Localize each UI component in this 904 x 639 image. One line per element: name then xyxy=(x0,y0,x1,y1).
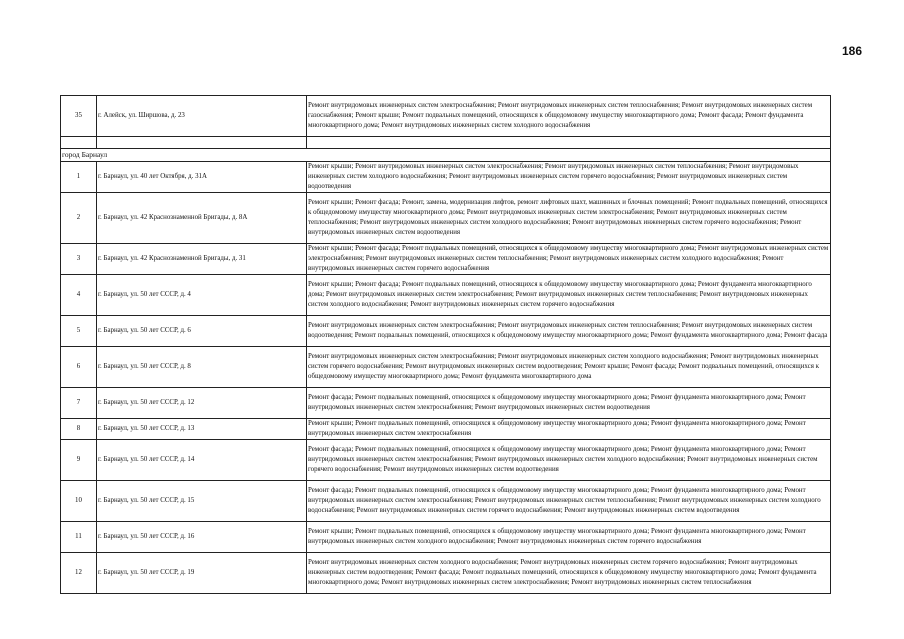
row-number: 6 xyxy=(61,347,97,388)
row-address: г. Барнаул, ул. 40 лет Октября, д. 31А xyxy=(97,162,307,193)
row-address: г. Барнаул, ул. 42 Краснознаменной Бригады, д. 8А xyxy=(97,193,307,244)
row-number: 9 xyxy=(61,440,97,481)
page-number: 186 xyxy=(841,44,862,58)
row-works: Ремонт крыши; Ремонт фасада; Ремонт подвальных помещений, относящихся к общедомовому имуществу многоквартирного дома; Ремонт внутридомовых инженерных систем электроснабжения; Ремонт внутридомовых инженерных систем теплоснабжения; Ремонт внутридомовых инженерных систем холодного водоснабжения; Ремонт внутридомовых инженерных систем горячего водоснабжения xyxy=(307,244,831,275)
table-row xyxy=(61,440,831,481)
table-row xyxy=(61,347,831,388)
row-number: 2 xyxy=(61,193,97,244)
table-body xyxy=(61,96,831,594)
table-row xyxy=(61,275,831,316)
row-number: 4 xyxy=(61,275,97,316)
table-row xyxy=(61,244,831,275)
section-row xyxy=(61,149,831,162)
section-title: город Барнаул xyxy=(61,149,831,162)
row-number: 8 xyxy=(61,419,97,440)
row-works: Ремонт внутридомовых инженерных систем электроснабжения; Ремонт внутридомовых инженерных систем холодного водоснабжения; Ремонт внутридомовых инженерных систем горячего водоснабжения; Ремонт внутридомовых инженерных систем водоотведения; Ремонт крыши; Ремонт фасада; Ремонт подвальных помещений, относящихся к общедомовому имуществу многоквартирного дома; Ремонт фундамента многоквартирного дома xyxy=(307,347,831,388)
row-number: 7 xyxy=(61,388,97,419)
row-works: Ремонт крыши; Ремонт фасада; Ремонт, замена, модернизация лифтов, ремонт лифтовых шахт, машинных и блочных помещений; Ремонт подвальных помещений, относящихся к общедомовому имуществу многоквартирного дома; Ремонт внутридомовых инженерных систем электроснабжения; Ремонт внутридомовых инженерных систем теплоснабжения; Ремонт внутридомовых инженерных систем холодного водоснабжения; Ремонт внутридомовых инженерных систем горячего водоснабжения; Ремонт внутридомовых инженерных систем водоотведения xyxy=(307,193,831,244)
row-address: г. Барнаул, ул. 42 Краснознаменной Бригады, д. 31 xyxy=(97,244,307,275)
row-number: 10 xyxy=(61,481,97,522)
row-works: Ремонт внутридомовых инженерных систем электроснабжения; Ремонт внутридомовых инженерных систем теплоснабжения; Ремонт внутридомовых инженерных систем газоснабжения; Ремонт крыши; Ремонт подвальных помещений, относящихся к общедомовому имуществу многоквартирного дома; Ремонт фасада; Ремонт фундамента многоквартирного дома; Ремонт внутридомовых инженерных систем холодного водоснабжения xyxy=(307,96,831,137)
row-address: г. Барнаул, ул. 50 лет СССР, д. 16 xyxy=(97,522,307,553)
spacer-cell xyxy=(97,137,307,149)
table-row xyxy=(61,162,831,193)
spacer-row xyxy=(61,137,831,149)
row-number: 12 xyxy=(61,553,97,594)
row-works: Ремонт фасада; Ремонт подвальных помещений, относящихся к общедомовому имуществу многоквартирного дома; Ремонт фундамента многоквартирного дома; Ремонт внутридомовых инженерных систем электроснабжения; Ремонт внутридомовых инженерных систем теплоснабжения; Ремонт внутридомовых инженерных систем холодного водоснабжения; Ремонт внутридомовых инженерных систем горячего водоснабжения; Ремонт внутридомовых инженерных систем водоотведения xyxy=(307,481,831,522)
row-number: 11 xyxy=(61,522,97,553)
row-works: Ремонт фасада; Ремонт подвальных помещений, относящихся к общедомовому имуществу многоквартирного дома; Ремонт фундамента многоквартирного дома; Ремонт внутридомовых инженерных систем электроснабжения; Ремонт внутридомовых инженерных систем холодного водоснабжения; Ремонт внутридомовых инженерных систем горячего водоснабжения; Ремонт внутридомовых инженерных систем водоотведения xyxy=(307,440,831,481)
row-works: Ремонт крыши; Ремонт подвальных помещений, относящихся к общедомовому имуществу многоквартирного дома; Ремонт фундамента многоквартирного дома; Ремонт внутридомовых инженерных систем электроснабжения xyxy=(307,419,831,440)
table-row xyxy=(61,316,831,347)
repair-program-table xyxy=(60,95,831,594)
row-works: Ремонт внутридомовых инженерных систем электроснабжения; Ремонт внутридомовых инженерных систем теплоснабжения; Ремонт внутридомовых инженерных систем водоотведения; Ремонт подвальных помещений, относящихся к общедомовому имуществу многоквартирного дома; Ремонт фундамента многоквартирного дома; Ремонт фасада xyxy=(307,316,831,347)
row-number: 35 xyxy=(61,96,97,137)
row-address: г. Барнаул, ул. 50 лет СССР, д. 4 xyxy=(97,275,307,316)
row-number: 5 xyxy=(61,316,97,347)
row-address: г. Барнаул, ул. 50 лет СССР, д. 8 xyxy=(97,347,307,388)
table-row xyxy=(61,96,831,137)
row-address: г. Барнаул, ул. 50 лет СССР, д. 15 xyxy=(97,481,307,522)
row-works: Ремонт крыши; Ремонт фасада; Ремонт подвальных помещений, относящихся к общедомовому имуществу многоквартирного дома; Ремонт фундамента многоквартирного дома; Ремонт внутридомовых инженерных систем электроснабжения; Ремонт внутридомовых инженерных систем теплоснабжения; Ремонт внутридомовых инженерных систем холодного водоснабжения; Ремонт внутридомовых инженерных систем горячего водоснабжения xyxy=(307,275,831,316)
row-works: Ремонт крыши; Ремонт внутридомовых инженерных систем электроснабжения; Ремонт внутридомовых инженерных систем теплоснабжения; Ремонт внутридомовых инженерных систем холодного водоснабжения; Ремонт внутридомовых инженерных систем горячего водоснабжения; Ремонт внутридомовых инженерных систем водоотведения xyxy=(307,162,831,193)
row-address: г. Барнаул, ул. 50 лет СССР, д. 19 xyxy=(97,553,307,594)
table-row xyxy=(61,388,831,419)
row-works: Ремонт внутридомовых инженерных систем холодного водоснабжения; Ремонт внутридомовых инженерных систем горячего водоснабжения; Ремонт внутридомовых инженерных систем водоотведения; Ремонт фасада; Ремонт подвальных помещений, относящихся к общедомовому имуществу многоквартирного дома; Ремонт фундамента многоквартирного дома; Ремонт внутридомовых инженерных систем электроснабжения; Ремонт внутридомовых инженерных систем теплоснабжения xyxy=(307,553,831,594)
row-number: 1 xyxy=(61,162,97,193)
row-number: 3 xyxy=(61,244,97,275)
row-address: г. Барнаул, ул. 50 лет СССР, д. 6 xyxy=(97,316,307,347)
table-row xyxy=(61,481,831,522)
table-row xyxy=(61,419,831,440)
row-address: г. Алейск, ул. Ширшова, д. 23 xyxy=(97,96,307,137)
spacer-cell xyxy=(61,137,97,149)
table-row xyxy=(61,522,831,553)
row-works: Ремонт крыши; Ремонт подвальных помещений, относящихся к общедомовому имуществу многоквартирного дома; Ремонт фундамента многоквартирного дома; Ремонт внутридомовых инженерных систем холодного водоснабжения; Ремонт внутридомовых инженерных систем горячего водоснабжения xyxy=(307,522,831,553)
spacer-cell xyxy=(307,137,831,149)
row-works: Ремонт фасада; Ремонт подвальных помещений, относящихся к общедомовому имуществу многоквартирного дома; Ремонт фундамента многоквартирного дома; Ремонт внутридомовых инженерных систем электроснабжения; Ремонт внутридомовых инженерных систем водоотведения xyxy=(307,388,831,419)
row-address: г. Барнаул, ул. 50 лет СССР, д. 13 xyxy=(97,419,307,440)
table-row xyxy=(61,553,831,594)
row-address: г. Барнаул, ул. 50 лет СССР, д. 14 xyxy=(97,440,307,481)
row-address: г. Барнаул, ул. 50 лет СССР, д. 12 xyxy=(97,388,307,419)
table-row xyxy=(61,193,831,244)
